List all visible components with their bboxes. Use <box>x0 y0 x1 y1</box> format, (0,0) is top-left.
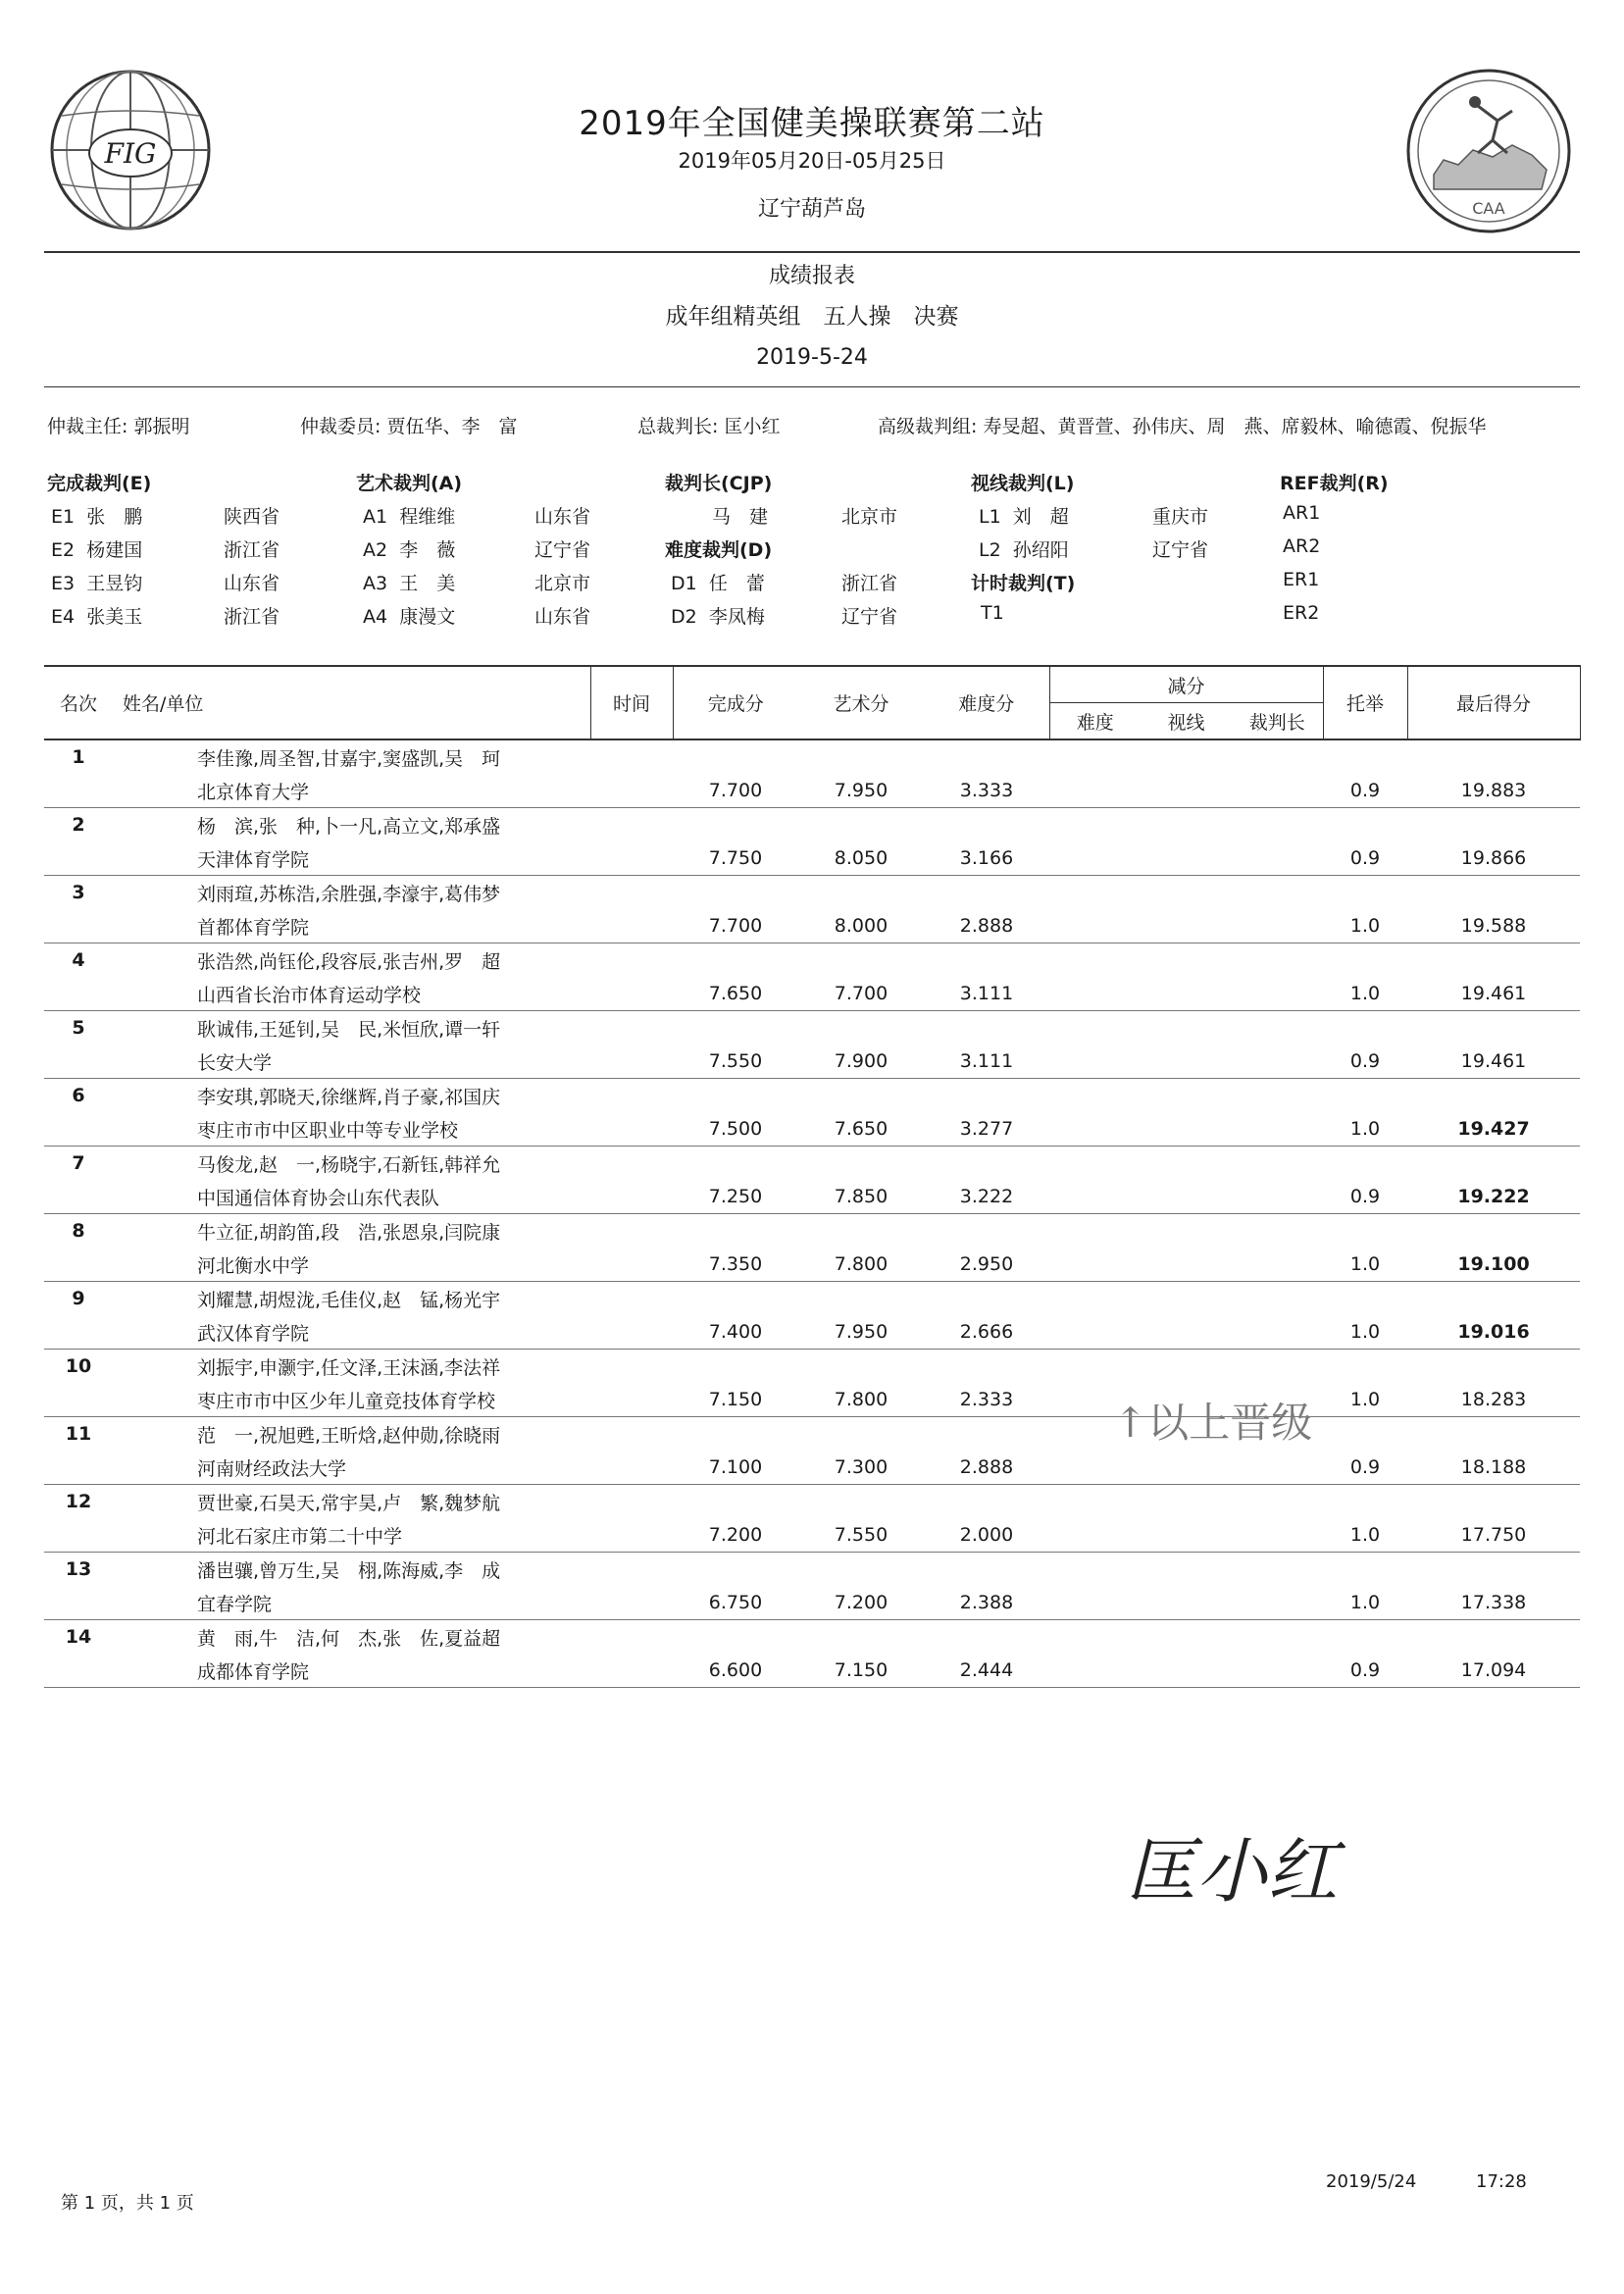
table-row-scores <box>44 841 1580 876</box>
header-time: 时间 <box>590 666 673 739</box>
judge-e4-province: 浙江省 <box>224 606 280 628</box>
table-row-scores <box>44 1180 1580 1214</box>
arbitration-committee: 仲裁委员: 贾伍华、李 富 <box>300 416 518 437</box>
judge-d2: D2 李凤梅 <box>671 606 765 628</box>
rank-cell: 11 <box>65 1423 92 1445</box>
caa-logo-text: CAA <box>1472 199 1505 218</box>
page-title: 2019年全国健美操联赛第二站 <box>579 104 1045 143</box>
table-row-scores <box>44 1315 1580 1350</box>
members-cell: 李安琪,郭晓天,徐继辉,肖子豪,祁国庆 <box>197 1086 501 1108</box>
judge-l2-province: 辽宁省 <box>1152 539 1209 561</box>
ref-er1: ER1 <box>1283 569 1320 590</box>
judge-a2-province: 辽宁省 <box>534 539 591 561</box>
judge-e4: E4 张美玉 <box>51 606 143 628</box>
table-row-scores <box>44 1451 1580 1485</box>
judge-e1-province: 陕西省 <box>224 506 280 528</box>
unit-cell: 天津体育学院 <box>113 841 590 876</box>
difficulty-cell: 3.111 <box>924 977 1049 1011</box>
report-title: 成绩报表 <box>768 264 855 288</box>
table-row <box>44 1214 1580 1249</box>
execution-cell: 7.650 <box>673 977 798 1011</box>
rank-cell: 1 <box>72 746 85 768</box>
final-score-cell: 19.016 <box>1407 1315 1580 1350</box>
artistry-cell: 7.950 <box>798 1315 924 1350</box>
final-score-cell: 19.866 <box>1407 841 1580 876</box>
head-judge: 总裁判长: 匡小红 <box>637 416 781 437</box>
report-date: 2019-5-24 <box>756 345 868 370</box>
final-score-cell: 19.461 <box>1407 1045 1580 1079</box>
members-cell: 杨 滨,张 种,卜一凡,高立文,郑承盛 <box>197 815 501 838</box>
judge-d1: D1 任 蕾 <box>671 573 765 594</box>
artistry-cell: 7.200 <box>798 1586 924 1620</box>
difficulty-cell: 2.333 <box>924 1383 1049 1417</box>
members-cell: 刘耀慧,胡煜泷,毛佳仪,赵 锰,杨光宇 <box>197 1289 501 1311</box>
final-score-cell: 19.427 <box>1407 1112 1580 1147</box>
judge-l2: L2 孙绍阳 <box>979 539 1069 561</box>
table-row-scores <box>44 774 1580 808</box>
rank-cell: 7 <box>72 1152 85 1174</box>
header-ded-line: 视线 <box>1141 703 1232 740</box>
table-row <box>44 1011 1580 1045</box>
artistry-cell: 7.900 <box>798 1045 924 1079</box>
table-row <box>44 739 1580 774</box>
judge-d2-province: 辽宁省 <box>841 606 898 628</box>
lift-cell: 1.0 <box>1323 977 1407 1011</box>
cjp-province: 北京市 <box>841 506 898 528</box>
judge-l1: L1 刘 超 <box>979 506 1069 528</box>
members-cell: 黄 雨,牛 洁,何 杰,张 佐,夏益超 <box>197 1627 501 1650</box>
judge-e2: E2 杨建国 <box>51 539 143 561</box>
difficulty-judges-title: 难度裁判(D) <box>665 539 773 561</box>
header-rank: 名次 <box>44 666 113 739</box>
execution-cell: 7.150 <box>673 1383 798 1417</box>
judge-a4-province: 山东省 <box>534 606 591 628</box>
execution-cell: 7.200 <box>673 1518 798 1553</box>
line-judges-title: 视线裁判(L) <box>971 473 1075 494</box>
header-ded-difficulty: 难度 <box>1049 703 1141 740</box>
judge-e2-province: 浙江省 <box>224 539 280 561</box>
rank-cell: 6 <box>72 1085 85 1106</box>
artistry-cell: 7.850 <box>798 1180 924 1214</box>
lift-cell: 1.0 <box>1323 1248 1407 1282</box>
rank-cell: 5 <box>72 1017 85 1039</box>
header-deductions: 减分 <box>1049 666 1323 703</box>
artistry-cell: 7.550 <box>798 1518 924 1553</box>
header-artistry: 艺术分 <box>798 666 924 739</box>
table-row-scores <box>44 1045 1580 1079</box>
lift-cell: 0.9 <box>1323 1451 1407 1485</box>
rank-cell: 14 <box>65 1626 92 1648</box>
difficulty-cell: 2.888 <box>924 1451 1049 1485</box>
judge-t1: T1 <box>981 602 1004 624</box>
difficulty-cell: 2.388 <box>924 1586 1049 1620</box>
lift-cell: 1.0 <box>1323 1315 1407 1350</box>
final-score-cell: 17.338 <box>1407 1586 1580 1620</box>
final-score-cell: 19.883 <box>1407 774 1580 808</box>
execution-cell: 7.750 <box>673 841 798 876</box>
officials-divider <box>44 386 1580 387</box>
rank-cell: 13 <box>65 1558 92 1580</box>
members-cell: 马俊龙,赵 一,杨晓宇,石新钰,韩祥允 <box>197 1153 501 1176</box>
table-row <box>44 1147 1580 1181</box>
lift-cell: 1.0 <box>1323 1112 1407 1147</box>
rank-cell: 2 <box>72 814 85 836</box>
unit-cell: 河北石家庄市第二十中学 <box>113 1518 590 1553</box>
difficulty-cell: 3.111 <box>924 1045 1049 1079</box>
table-row <box>44 1417 1580 1452</box>
difficulty-cell: 2.444 <box>924 1654 1049 1688</box>
members-cell: 范 一,祝旭甦,王昕焓,赵仲勋,徐晓雨 <box>197 1424 501 1447</box>
final-score-cell: 19.100 <box>1407 1248 1580 1282</box>
difficulty-cell: 2.950 <box>924 1248 1049 1282</box>
artistry-cell: 7.300 <box>798 1451 924 1485</box>
rank-cell: 10 <box>65 1355 92 1377</box>
unit-cell: 首都体育学院 <box>113 909 590 943</box>
judge-e3: E3 王昱钧 <box>51 573 143 594</box>
execution-cell: 7.500 <box>673 1112 798 1147</box>
table-row <box>44 1485 1580 1519</box>
execution-cell: 7.350 <box>673 1248 798 1282</box>
members-cell: 耿诚伟,王延钊,吴 民,米恒欣,谭一轩 <box>197 1018 501 1041</box>
difficulty-cell: 2.666 <box>924 1315 1049 1350</box>
table-row <box>44 1620 1580 1655</box>
header-final: 最后得分 <box>1407 666 1580 739</box>
judge-d1-province: 浙江省 <box>841 573 898 594</box>
execution-cell: 7.700 <box>673 774 798 808</box>
ref-er2: ER2 <box>1283 602 1320 624</box>
lift-cell: 0.9 <box>1323 841 1407 876</box>
unit-cell: 武汉体育学院 <box>113 1315 590 1350</box>
unit-cell: 中国通信体育协会山东代表队 <box>113 1180 590 1214</box>
members-cell: 牛立征,胡韵笛,段 浩,张恩泉,闫院康 <box>197 1221 501 1244</box>
table-row-scores <box>44 1112 1580 1147</box>
lift-cell: 0.9 <box>1323 1654 1407 1688</box>
lift-cell: 0.9 <box>1323 1180 1407 1214</box>
judge-l1-province: 重庆市 <box>1152 506 1209 528</box>
table-row-scores <box>44 1248 1580 1282</box>
artistry-cell: 7.650 <box>798 1112 924 1147</box>
table-row <box>44 1079 1580 1113</box>
rank-cell: 8 <box>72 1220 85 1242</box>
execution-cell: 7.250 <box>673 1180 798 1214</box>
cjp-name: 马 建 <box>712 506 769 528</box>
difficulty-cell: 3.166 <box>924 841 1049 876</box>
execution-cell: 6.750 <box>673 1586 798 1620</box>
judge-a2: A2 李 薇 <box>363 539 456 561</box>
judge-a3-province: 北京市 <box>534 573 591 594</box>
table-row <box>44 1282 1580 1316</box>
artistry-cell: 7.950 <box>798 774 924 808</box>
qualified-annotation: ↑以上晋级 <box>1113 1399 1313 1447</box>
judge-e3-province: 山东省 <box>224 573 280 594</box>
page-number: 第 1 页，共 1 页 <box>61 2193 194 2214</box>
artistry-judges-title: 艺术裁判(A) <box>356 473 463 494</box>
lift-cell: 1.0 <box>1323 1383 1407 1417</box>
table-row-scores <box>44 1518 1580 1553</box>
execution-cell: 7.550 <box>673 1045 798 1079</box>
rank-cell: 4 <box>72 949 85 971</box>
unit-cell: 枣庄市市中区少年儿童竞技体育学校 <box>113 1383 590 1417</box>
execution-judges-title: 完成裁判(E) <box>47 473 152 494</box>
table-row-scores <box>44 909 1580 943</box>
results-body <box>44 739 1580 1688</box>
execution-cell: 7.100 <box>673 1451 798 1485</box>
lift-cell: 1.0 <box>1323 1518 1407 1553</box>
difficulty-cell: 3.222 <box>924 1180 1049 1214</box>
ref-ar2: AR2 <box>1283 535 1321 557</box>
final-score-cell: 19.461 <box>1407 977 1580 1011</box>
artistry-cell: 7.150 <box>798 1654 924 1688</box>
header-execution: 完成分 <box>673 666 798 739</box>
judge-e1: E1 张 鹏 <box>51 506 143 528</box>
members-cell: 李佳豫,周圣智,甘嘉宇,窦盛凯,吴 珂 <box>197 747 501 770</box>
header-divider <box>44 251 1580 253</box>
header-ded-cjp: 裁判长 <box>1232 703 1323 740</box>
table-row <box>44 943 1580 978</box>
final-score-cell: 17.750 <box>1407 1518 1580 1553</box>
members-cell: 贾世豪,石昊天,常宇昊,卢 繁,魏梦航 <box>197 1492 501 1514</box>
rank-cell: 3 <box>72 882 85 903</box>
table-row <box>44 808 1580 842</box>
judge-a3: A3 王 美 <box>363 573 456 594</box>
final-score-cell: 18.283 <box>1407 1383 1580 1417</box>
lift-cell: 0.9 <box>1323 1045 1407 1079</box>
table-row-scores <box>44 1383 1580 1417</box>
difficulty-cell: 2.000 <box>924 1518 1049 1553</box>
difficulty-cell: 2.888 <box>924 909 1049 943</box>
artistry-cell: 8.050 <box>798 841 924 876</box>
unit-cell: 山西省长治市体育运动学校 <box>113 977 590 1011</box>
artistry-cell: 7.800 <box>798 1383 924 1417</box>
execution-cell: 6.600 <box>673 1654 798 1688</box>
difficulty-cell: 3.333 <box>924 774 1049 808</box>
table-row <box>44 876 1580 910</box>
lift-cell: 0.9 <box>1323 774 1407 808</box>
lift-cell: 1.0 <box>1323 1586 1407 1620</box>
print-date: 2019/5/24 <box>1326 2171 1417 2192</box>
table-row <box>44 1350 1580 1384</box>
table-row-scores <box>44 977 1580 1011</box>
ref-judges-title: REF裁判(R) <box>1280 473 1389 494</box>
unit-cell: 长安大学 <box>113 1045 590 1079</box>
table-row <box>44 1553 1580 1587</box>
artistry-cell: 7.700 <box>798 977 924 1011</box>
execution-cell: 7.400 <box>673 1315 798 1350</box>
members-cell: 潘岜骧,曾万生,吴 栩,陈海威,李 成 <box>197 1559 501 1582</box>
header-name: 姓名/单位 <box>113 666 590 739</box>
header-difficulty: 难度分 <box>924 666 1049 739</box>
artistry-cell: 8.000 <box>798 909 924 943</box>
artistry-cell: 7.800 <box>798 1248 924 1282</box>
final-score-cell: 18.188 <box>1407 1451 1580 1485</box>
judge-a1: A1 程维维 <box>363 506 456 528</box>
arbitration-chief: 仲裁主任: 郭振明 <box>47 416 190 437</box>
table-row-scores <box>44 1654 1580 1688</box>
results-table <box>44 665 1581 1688</box>
unit-cell: 枣庄市市中区职业中等专业学校 <box>113 1112 590 1147</box>
final-score-cell: 17.094 <box>1407 1654 1580 1688</box>
members-cell: 刘振宇,申灏宇,任文泽,王沫涵,李法祥 <box>197 1356 501 1379</box>
table-row-scores <box>44 1586 1580 1620</box>
ref-ar1: AR1 <box>1283 502 1321 524</box>
event-location: 辽宁葫芦岛 <box>757 197 866 222</box>
unit-cell: 河南财经政法大学 <box>113 1451 590 1485</box>
unit-cell: 河北衡水中学 <box>113 1248 590 1282</box>
unit-cell: 北京体育大学 <box>113 774 590 808</box>
judge-a1-province: 山东省 <box>534 506 591 528</box>
cjp-title: 裁判长(CJP) <box>665 473 773 494</box>
members-cell: 刘雨瑄,苏栋浩,余胜强,李濠宇,葛伟梦 <box>197 883 501 905</box>
members-cell: 张浩然,尚钰伦,段容辰,张吉州,罗 超 <box>197 950 501 973</box>
rank-cell: 9 <box>72 1288 85 1309</box>
signature: 匡小红 <box>1126 1830 1339 1912</box>
final-score-cell: 19.222 <box>1407 1180 1580 1214</box>
judge-a4: A4 康漫文 <box>363 606 456 628</box>
senior-panel: 高级裁判组: 寿旻超、黄晋萱、孙伟庆、周 燕、席毅林、喻德霞、倪振华 <box>878 416 1487 437</box>
fig-logo-text: FIG <box>104 137 157 170</box>
difficulty-cell: 3.277 <box>924 1112 1049 1147</box>
rank-cell: 12 <box>65 1491 92 1512</box>
time-judges-title: 计时裁判(T) <box>971 573 1076 594</box>
execution-cell: 7.700 <box>673 909 798 943</box>
event-name: 成年组精英组 五人操 决赛 <box>665 304 959 330</box>
print-time: 17:28 <box>1476 2171 1527 2192</box>
event-dates: 2019年05月20日-05月25日 <box>678 149 946 173</box>
header-lift: 托举 <box>1323 666 1407 739</box>
lift-cell: 1.0 <box>1323 909 1407 943</box>
final-score-cell: 19.588 <box>1407 909 1580 943</box>
unit-cell: 成都体育学院 <box>113 1654 590 1688</box>
unit-cell: 宜春学院 <box>113 1586 590 1620</box>
